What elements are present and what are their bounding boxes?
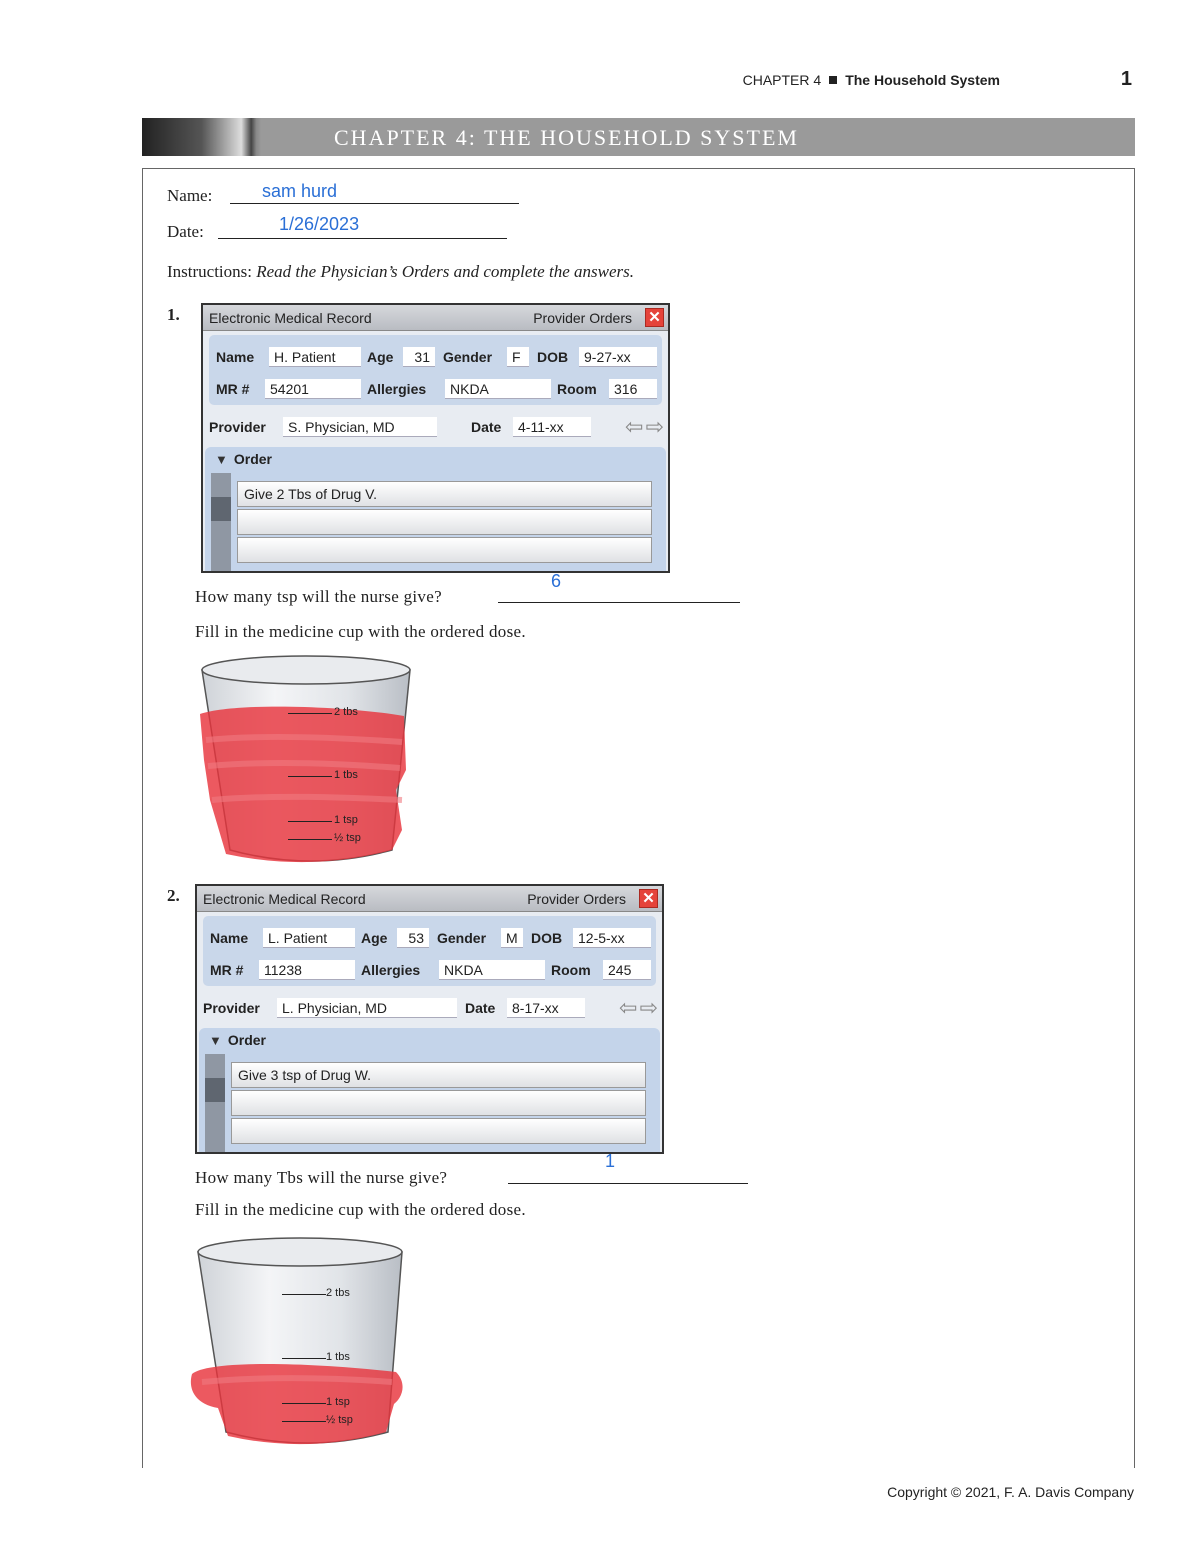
name-underline: [230, 203, 519, 204]
cup-2-mark-halftsp: ½ tsp: [326, 1414, 353, 1426]
emr-provider-row: [197, 992, 662, 1022]
question-2-cup-prompt: Fill in the medicine cup with the ordered dose.: [195, 1200, 526, 1219]
order-header[interactable]: [215, 451, 272, 467]
order-label: Order: [227, 1032, 266, 1048]
nav-arrows[interactable]: [625, 414, 662, 439]
date-label: Date:: [167, 222, 204, 241]
emr-window-1: [201, 303, 670, 573]
emr-provider-row: [203, 411, 668, 441]
emr-label-name: Name: [216, 349, 255, 365]
nav-arrows[interactable]: [619, 995, 656, 1020]
cup-1-tick: [288, 776, 332, 777]
emr-label-date: Date: [465, 1000, 496, 1016]
emr-label-allergies: Allergies: [361, 962, 421, 978]
emr-order-date: 4-11-xx: [513, 417, 591, 437]
emr-order-panel: [205, 447, 666, 571]
answer-1-underline: [498, 602, 740, 603]
emr-label-provider: Provider: [209, 419, 266, 435]
chapter-subject: The Household System: [845, 72, 1000, 88]
emr-provider: S. Physician, MD: [283, 417, 437, 437]
instructions: [167, 262, 634, 282]
order-row: [231, 1090, 646, 1116]
name-label: Name:: [167, 186, 213, 205]
emr-titlebar: [203, 305, 668, 331]
cup-2-graphic: [188, 1232, 418, 1452]
cup-2-tick: [282, 1421, 326, 1422]
emr-label-name: Name: [210, 930, 249, 946]
cup-2-tick: [282, 1358, 326, 1359]
emr-label-gender: Gender: [437, 930, 487, 946]
emr-patient-name: L. Patient: [263, 928, 355, 948]
emr-patient-allergies: NKDA: [439, 960, 545, 980]
emr-section-label: Provider Orders: [533, 310, 632, 326]
medicine-cup-1[interactable]: [196, 650, 426, 870]
medicine-cup-2[interactable]: [188, 1232, 418, 1452]
cup-1-tick: [288, 713, 332, 714]
question-1-prompt: How many tsp will the nurse give?: [195, 587, 442, 606]
close-icon[interactable]: ✕: [639, 889, 658, 908]
cup-1-tick: [288, 821, 332, 822]
arrow-right-icon[interactable]: ⇨: [639, 995, 656, 1020]
emr-label-dob: DOB: [531, 930, 563, 946]
scrollbar-thumb[interactable]: [211, 497, 231, 521]
scrollbar[interactable]: [205, 1054, 225, 1152]
chapter-banner: [142, 118, 1135, 156]
emr-titlebar: [197, 886, 662, 912]
emr-label-mr: MR #: [210, 962, 244, 978]
cup-2-mark-1tsp: 1 tsp: [326, 1396, 350, 1408]
arrow-right-icon[interactable]: ⇨: [645, 414, 662, 439]
cup-1-tick: [288, 839, 332, 840]
cup-2-tick: [282, 1294, 326, 1295]
emr-patient-allergies: NKDA: [445, 379, 551, 399]
banner-title: CHAPTER 4: THE HOUSEHOLD SYSTEM: [334, 125, 799, 150]
square-bullet-icon: [829, 76, 837, 84]
cup-2-mark-2tbs: 2 tbs: [326, 1287, 350, 1299]
emr-patient-info: [209, 335, 662, 405]
answer-1-field[interactable]: 6: [551, 571, 562, 591]
question-2-prompt: How many Tbs will the nurse give?: [195, 1168, 448, 1187]
emr-patient-gender: F: [507, 347, 529, 367]
page-number: 1: [1120, 68, 1132, 90]
emr-patient-age: 31: [403, 347, 435, 367]
emr-patient-room: 316: [609, 379, 657, 399]
emr-label-allergies: Allergies: [367, 381, 427, 397]
order-row: Give 2 Tbs of Drug V.: [237, 481, 652, 507]
emr-title: Electronic Medical Record: [203, 891, 366, 907]
emr-patient-dob: 9-27-xx: [579, 347, 657, 367]
name-field[interactable]: sam hurd: [262, 181, 338, 201]
cup-1-mark-2tbs: 2 tbs: [334, 706, 358, 718]
emr-label-room: Room: [557, 381, 597, 397]
emr-patient-gender: M: [501, 928, 523, 948]
emr-patient-name: H. Patient: [269, 347, 361, 367]
emr-provider: L. Physician, MD: [277, 998, 457, 1018]
emr-patient-dob: 12-5-xx: [573, 928, 651, 948]
emr-window-2: [195, 884, 664, 1154]
cup-1-graphic: [196, 650, 426, 870]
emr-order-panel: [199, 1028, 660, 1152]
order-row: [237, 509, 652, 535]
question-2-number: 2.: [167, 886, 180, 905]
date-field[interactable]: 1/26/2023: [279, 214, 360, 234]
order-row: Give 3 tsp of Drug W.: [231, 1062, 646, 1088]
instructions-text: Read the Physician’s Orders and complete the answers.: [256, 262, 634, 281]
order-header[interactable]: [209, 1032, 266, 1048]
copyright: Copyright © 2021, F. A. Davis Company: [887, 1484, 1134, 1500]
emr-patient-room: 245: [603, 960, 651, 980]
emr-patient-age: 53: [397, 928, 429, 948]
order-row: [231, 1118, 646, 1144]
emr-label-gender: Gender: [443, 349, 493, 365]
question-1-number: 1.: [167, 305, 180, 324]
emr-patient-mr: 54201: [265, 379, 361, 399]
cup-2-mark-1tbs: 1 tbs: [326, 1351, 350, 1363]
emr-section-label: Provider Orders: [527, 891, 626, 907]
emr-patient-mr: 11238: [259, 960, 355, 980]
scrollbar-thumb[interactable]: [205, 1078, 225, 1102]
emr-label-dob: DOB: [537, 349, 569, 365]
emr-patient-info: [203, 916, 656, 986]
cup-1-mark-1tsp: 1 tsp: [334, 814, 358, 826]
scrollbar[interactable]: [211, 473, 231, 571]
emr-label-age: Age: [361, 930, 388, 946]
order-label: Order: [233, 451, 272, 467]
triangle-down-icon: ▼: [215, 452, 228, 467]
order-row: [237, 537, 652, 563]
cup-1-mark-halftsp: ½ tsp: [334, 832, 361, 844]
emr-label-date: Date: [471, 419, 502, 435]
answer-2-underline: [508, 1183, 748, 1184]
emr-label-mr: MR #: [216, 381, 250, 397]
arrow-left-icon[interactable]: ⇦: [619, 995, 636, 1020]
emr-label-room: Room: [551, 962, 591, 978]
chapter-prefix: CHAPTER 4: [742, 72, 822, 88]
instructions-label: Instructions:: [167, 262, 252, 281]
cup-2-tick: [282, 1403, 326, 1404]
close-icon[interactable]: ✕: [645, 308, 664, 327]
question-1-cup-prompt: Fill in the medicine cup with the ordered dose.: [195, 622, 526, 641]
running-head: [743, 72, 1000, 88]
emr-label-provider: Provider: [203, 1000, 260, 1016]
arrow-left-icon[interactable]: ⇦: [625, 414, 642, 439]
cup-1-mark-1tbs: 1 tbs: [334, 769, 358, 781]
emr-label-age: Age: [367, 349, 394, 365]
date-underline: [218, 238, 507, 239]
answer-2-field[interactable]: 1: [605, 1151, 616, 1171]
emr-title: Electronic Medical Record: [209, 310, 372, 326]
triangle-down-icon: ▼: [209, 1033, 222, 1048]
emr-order-date: 8-17-xx: [507, 998, 585, 1018]
